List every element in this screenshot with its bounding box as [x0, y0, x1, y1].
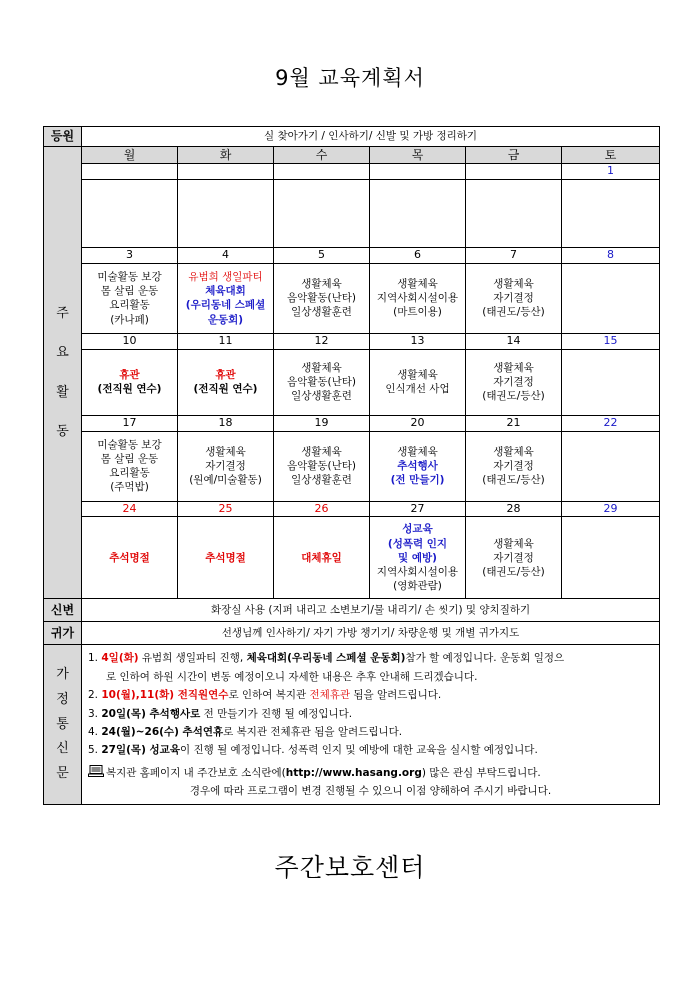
activity-cell: 생활체육 자기결정 (태권도/등산) — [466, 263, 562, 333]
activity-cell: 미술활동 보강 몸 살림 운동 요리활동 (주먹밥) — [82, 431, 178, 501]
activity-cell: 미술활동 보강 몸 살림 운동 요리활동 (카나페) — [82, 263, 178, 333]
day-header-sat: 토 — [562, 147, 660, 164]
change-notice: 경우에 따라 프로그램이 변경 진행될 수 있으니 이점 양해하여 주시기 바랍니다. — [189, 785, 552, 798]
activity-cell: 생활체육 자기결정 (원예/미술활동) — [178, 431, 274, 501]
activity-cell — [562, 517, 660, 599]
day-header-wed: 수 — [274, 147, 370, 164]
date-number: 8 — [562, 248, 660, 264]
activity-cell: 생활체육 음악활동(난타) 일상생활훈련 — [274, 263, 370, 333]
date-number — [178, 164, 274, 180]
activity-cell: 성교육 (성폭력 인지 및 예방) 지역사회시설이용 (영화관람) — [370, 517, 466, 599]
date-number: 13 — [370, 333, 466, 349]
activity-cell: 추석명절 — [178, 517, 274, 599]
activity-cell — [562, 263, 660, 333]
activity-cell: 생활체육 자기결정 (태권도/등산) — [466, 349, 562, 415]
newsletter-label: 가 정 통 신 문 — [44, 645, 82, 805]
notice-item: 5. 27일(목) 성교육이 진행 될 예정입니다. 성폭력 인지 및 예방에 대한 교육을 실시할 예정입니다. — [88, 744, 538, 757]
activity-cell — [82, 180, 178, 248]
hygiene-text: 화장실 사용 (지퍼 내리고 소변보기/물 내리기/ 손 씻기) 및 양치질하기 — [82, 599, 660, 622]
activity-cell: 휴관 (전직원 연수) — [82, 349, 178, 415]
activity-cell — [274, 180, 370, 248]
arrival-label: 등원 — [44, 127, 82, 147]
date-number: 10 — [82, 333, 178, 349]
notice-item: 3. 20일(목) 추석행사로 전 만들기가 진행 될 예정입니다. — [88, 707, 353, 720]
activity-cell: 생활체육 인식개선 사업 — [370, 349, 466, 415]
activity-cell: 대체휴일 — [274, 517, 370, 599]
arrival-text: 실 찾아가기 / 인사하기/ 신발 및 가방 정리하기 — [82, 127, 660, 147]
notice-item-continued: 로 인하여 하원 시간이 변동 예정이오니 자세한 내용은 추후 안내해 드리겠습니다. — [106, 670, 478, 683]
activity-cell: 유범희 생일파티 체육대회 (우리동네 스페셜 운동회) — [178, 263, 274, 333]
date-number: 15 — [562, 333, 660, 349]
activity-cell: 생활체육 음악활동(난타) 일상생활훈련 — [274, 349, 370, 415]
date-number — [466, 164, 562, 180]
computer-icon — [88, 765, 104, 777]
page-title: 9월 교육계획서 — [275, 66, 425, 90]
activity-cell: 생활체육 추석행사 (전 만들기) — [370, 431, 466, 501]
homepage-notice: 복지관 홈페이지 내 주간보호 소식란에(http://www.hasang.org) 많은 관심 부탁드립니다. — [88, 764, 653, 782]
notice-item: 1. 4일(화) 유범희 생일파티 진행, 체육대회(우리동네 스페셜 운동회)참가 할 예정입니다. 운동회 일정으 — [88, 652, 565, 665]
hygiene-label: 신변 — [44, 599, 82, 622]
homepage-link[interactable]: http://www.hasang.org — [285, 766, 422, 779]
date-number: 14 — [466, 333, 562, 349]
going-home-label: 귀가 — [44, 622, 82, 645]
date-number — [370, 164, 466, 180]
date-number: 7 — [466, 248, 562, 264]
date-number: 22 — [562, 415, 660, 431]
date-number: 18 — [178, 415, 274, 431]
activity-cell: 생활체육 자기결정 (태권도/등산) — [466, 431, 562, 501]
activity-cell — [562, 180, 660, 248]
main-activity-label: 주 요 활 동 — [44, 147, 82, 599]
date-number: 4 — [178, 248, 274, 264]
date-number: 21 — [466, 415, 562, 431]
date-number: 5 — [274, 248, 370, 264]
notice-item: 4. 24(월)~26(수) 추석연휴로 복지관 전체휴관 됨을 알려드립니다. — [88, 725, 403, 738]
day-header-fri: 금 — [466, 147, 562, 164]
date-number: 24 — [82, 501, 178, 517]
activity-cell: 추석명절 — [82, 517, 178, 599]
date-number: 19 — [274, 415, 370, 431]
date-number: 25 — [178, 501, 274, 517]
activity-cell — [370, 180, 466, 248]
activity-cell — [562, 431, 660, 501]
date-number: 12 — [274, 333, 370, 349]
activity-cell: 생활체육 자기결정 (태권도/등산) — [466, 517, 562, 599]
day-header-mon: 월 — [82, 147, 178, 164]
date-number — [274, 164, 370, 180]
center-name: 주간보호센터 — [274, 853, 426, 882]
date-number — [82, 164, 178, 180]
date-number: 20 — [370, 415, 466, 431]
date-number: 6 — [370, 248, 466, 264]
date-number: 11 — [178, 333, 274, 349]
activity-cell — [466, 180, 562, 248]
activity-cell: 휴관 (전직원 연수) — [178, 349, 274, 415]
day-header-thu: 목 — [370, 147, 466, 164]
day-header-tue: 화 — [178, 147, 274, 164]
date-number: 17 — [82, 415, 178, 431]
activity-cell: 생활체육 음악활동(난타) 일상생활훈련 — [274, 431, 370, 501]
date-number: 3 — [82, 248, 178, 264]
date-number: 27 — [370, 501, 466, 517]
activity-cell — [178, 180, 274, 248]
activity-cell: 생활체육 지역사회시설이용 (마트이용) — [370, 263, 466, 333]
going-home-text: 선생님께 인사하기/ 자기 가방 챙기기/ 차량운행 및 개별 귀가지도 — [82, 622, 660, 645]
notice-item: 2. 10(월),11(화) 전직원연수로 인하여 복지관 전체휴관 됨을 알려드립니다. — [88, 689, 442, 702]
date-number: 28 — [466, 501, 562, 517]
schedule-table — [43, 126, 660, 805]
newsletter-content — [82, 645, 660, 805]
date-number: 29 — [562, 501, 660, 517]
date-number: 26 — [274, 501, 370, 517]
date-number: 1 — [562, 164, 660, 180]
activity-cell — [562, 349, 660, 415]
